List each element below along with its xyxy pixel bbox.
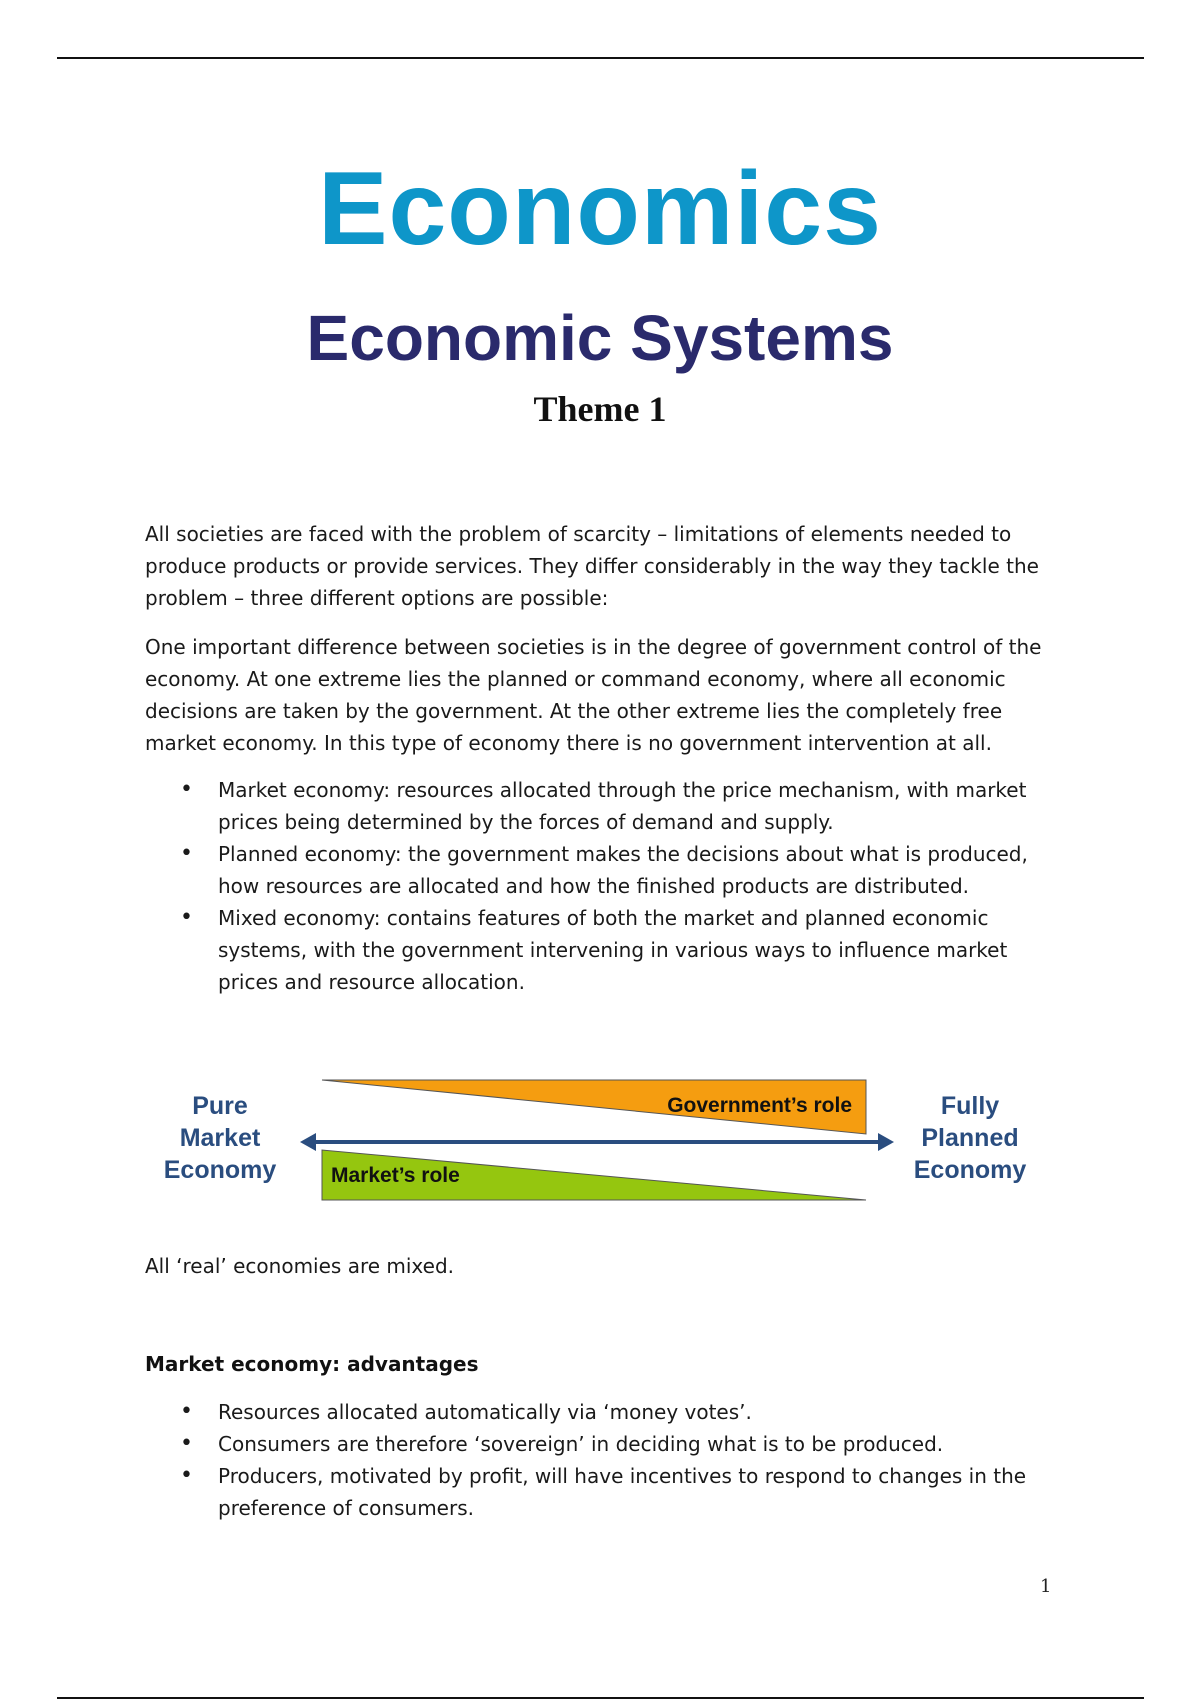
list-item: • Producers, motivated by profit, will have incentives to respond to changes in the preference of consumers.: [145, 1460, 1065, 1524]
list-item: • Mixed economy: contains features of both the market and planned economic systems, with the government intervening in various ways to influence market prices and resource allocation.: [145, 902, 1065, 998]
label-line: Pure: [192, 1092, 248, 1120]
list-item: • Planned economy: the government makes the decisions about what is produced, how resources are allocated and how the finished products are distributed.: [145, 838, 1065, 902]
intro-paragraph-2: One important difference between societies is in the degree of government control of the economy. At one extreme lies the planned or command economy, where all economic decisions are taken by the government. At the other extreme lies the completely free market economy. In this type of economy there is no government intervention at all.: [145, 635, 1042, 755]
top-rule: [57, 57, 1144, 59]
economy-spectrum-diagram: [150, 1070, 1050, 1210]
list-item: • Resources allocated automatically via ‘money votes’.: [145, 1396, 1065, 1428]
label-line: Market: [179, 1124, 261, 1152]
document-title: Economics: [318, 151, 882, 267]
market-advantages-heading: Market economy: advantages: [145, 1352, 479, 1376]
fully-planned-economy-label: [900, 1090, 1040, 1186]
label-line: Economy: [913, 1156, 1027, 1184]
list-item: • Consumers are therefore ‘sovereign’ in deciding what is to be produced.: [145, 1428, 1065, 1460]
theme-label: Theme 1: [533, 389, 667, 429]
document-subtitle: Economic Systems: [306, 302, 894, 374]
government-role-label: Government’s role: [667, 1094, 852, 1117]
market-role-label: Market’s role: [331, 1164, 460, 1187]
page-number: 1: [1040, 1576, 1052, 1597]
label-line: Economy: [163, 1156, 277, 1184]
bottom-rule: [57, 1697, 1144, 1699]
arrow-right-head-icon: [878, 1133, 894, 1151]
label-line: Fully: [940, 1092, 1000, 1120]
list-item: • Market economy: resources allocated through the price mechanism, with market prices being determined by the forces of demand and supply.: [145, 774, 1065, 838]
label-line: Planned: [921, 1124, 1019, 1152]
intro-paragraph-1: All societies are faced with the problem of scarcity – limitations of elements needed to produce products or provide services. They differ considerably in the way they tackle the problem – three different options are possible:: [145, 522, 1039, 610]
arrow-left-head-icon: [300, 1133, 316, 1151]
market-advantages-list: [145, 1396, 1065, 1524]
mixed-economies-note: All ‘real’ economies are mixed.: [145, 1254, 455, 1278]
economy-types-list: [145, 774, 1065, 998]
